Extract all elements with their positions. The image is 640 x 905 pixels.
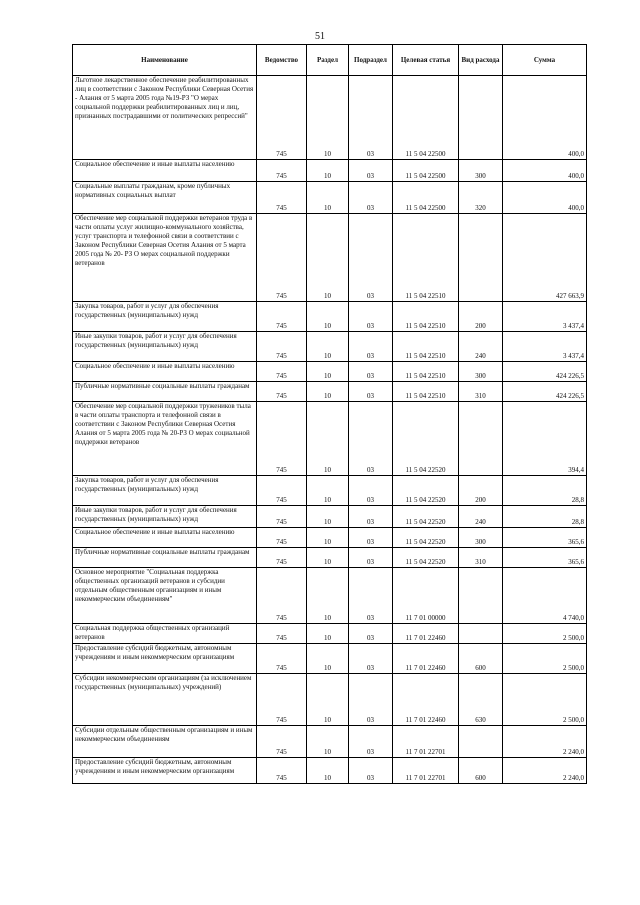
cell-target: 11 5 04 22510 (393, 362, 459, 382)
table-row (73, 382, 587, 402)
cell-vid: 600 (459, 644, 503, 674)
cell-podrazdel: 03 (349, 568, 393, 624)
cell-summa: 2 240,0 (503, 758, 587, 784)
header-summa: Сумма (503, 45, 587, 76)
cell-podrazdel: 03 (349, 624, 393, 644)
header-target: Целевая статья (393, 45, 459, 76)
cell-summa: 28,8 (503, 476, 587, 506)
cell-summa: 394,4 (503, 402, 587, 476)
cell-vid: 630 (459, 674, 503, 726)
cell-target: 11 7 01 22701 (393, 758, 459, 784)
cell-vedomstvo: 745 (257, 506, 307, 528)
cell-vedomstvo: 745 (257, 568, 307, 624)
cell-name: Социальное обеспечение и иные выплаты населению (73, 362, 257, 382)
table-row (73, 302, 587, 332)
cell-summa: 365,6 (503, 548, 587, 568)
cell-vedomstvo: 745 (257, 644, 307, 674)
cell-target: 11 7 01 22460 (393, 624, 459, 644)
cell-razdel: 10 (307, 182, 349, 214)
table-row (73, 624, 587, 644)
cell-vid: 240 (459, 332, 503, 362)
cell-vedomstvo: 745 (257, 476, 307, 506)
cell-name: Льготное лекарственное обеспечение реабилитированных лиц в соответствии с Законом Республики Северная Осетия - Алания от 5 марта 2005 года №19-РЗ "О мерах социальной поддержки реабилитированных лиц и лиц, признанных пострадавшими от политических репрессий" (73, 76, 257, 160)
cell-target: 11 7 01 22701 (393, 726, 459, 758)
cell-target: 11 5 04 22510 (393, 332, 459, 362)
cell-target: 11 5 04 22500 (393, 182, 459, 214)
cell-vedomstvo: 745 (257, 182, 307, 214)
table-row (73, 332, 587, 362)
cell-razdel: 10 (307, 568, 349, 624)
cell-vedomstvo: 745 (257, 548, 307, 568)
cell-summa: 3 437,4 (503, 332, 587, 362)
cell-podrazdel: 03 (349, 214, 393, 302)
cell-razdel: 10 (307, 506, 349, 528)
table-row (73, 758, 587, 784)
cell-vedomstvo: 745 (257, 758, 307, 784)
cell-name: Предоставление субсидий бюджетным, автономным учреждениям и иным некоммерческим организациям (73, 758, 257, 784)
cell-vid (459, 624, 503, 644)
cell-vid: 320 (459, 182, 503, 214)
cell-target: 11 5 04 22520 (393, 528, 459, 548)
cell-vedomstvo: 745 (257, 402, 307, 476)
cell-summa: 2 500,0 (503, 674, 587, 726)
cell-vedomstvo: 745 (257, 332, 307, 362)
table-row (73, 402, 587, 476)
cell-summa: 400,0 (503, 160, 587, 182)
table-row (73, 548, 587, 568)
cell-razdel: 10 (307, 674, 349, 726)
header-razdel: Раздел (307, 45, 349, 76)
table-row (73, 160, 587, 182)
cell-podrazdel: 03 (349, 476, 393, 506)
cell-podrazdel: 03 (349, 644, 393, 674)
cell-name: Обеспечение мер социальной поддержки ветеранов труда в части оплаты услуг жилищно-коммунального хозяйства, услуг транспорта и телефонной связи в соответствии с Законом Республики Северная Осетия Алания от 5 марта 2005 года № 20- РЗ О мерах социальной поддержки ветеранов (73, 214, 257, 302)
cell-target: 11 5 04 22510 (393, 214, 459, 302)
cell-razdel: 10 (307, 76, 349, 160)
cell-podrazdel: 03 (349, 528, 393, 548)
cell-name: Предоставление субсидий бюджетным, автономным учреждениям и иным некоммерческим организациям (73, 644, 257, 674)
cell-summa: 365,6 (503, 528, 587, 548)
cell-razdel: 10 (307, 476, 349, 506)
cell-razdel: 10 (307, 362, 349, 382)
page-number: 51 (315, 31, 325, 42)
cell-razdel: 10 (307, 644, 349, 674)
table-row (73, 674, 587, 726)
table-row (73, 528, 587, 548)
cell-vid (459, 568, 503, 624)
cell-vid: 300 (459, 362, 503, 382)
cell-vid: 600 (459, 758, 503, 784)
cell-vid (459, 76, 503, 160)
cell-podrazdel: 03 (349, 302, 393, 332)
cell-target: 11 7 01 00000 (393, 568, 459, 624)
cell-podrazdel: 03 (349, 382, 393, 402)
cell-razdel: 10 (307, 332, 349, 362)
cell-name: Социальное обеспечение и иные выплаты населению (73, 160, 257, 182)
cell-name: Обеспечение мер социальной поддержки тружеников тыла в части оплаты транспорта и телефонной связи в соответствии с Законом Республики Северная Осетия Алания от 5 марта 2005 года № 20-РЗ О мерах социальной поддержки ветеранов (73, 402, 257, 476)
cell-summa: 4 740,0 (503, 568, 587, 624)
cell-name: Публичные нормативные социальные выплаты гражданам (73, 548, 257, 568)
header-vid: Вид расхода (459, 45, 503, 76)
cell-target: 11 7 01 22460 (393, 674, 459, 726)
cell-target: 11 7 01 22460 (393, 644, 459, 674)
cell-razdel: 10 (307, 302, 349, 332)
cell-vedomstvo: 745 (257, 674, 307, 726)
cell-summa: 400,0 (503, 76, 587, 160)
cell-razdel: 10 (307, 758, 349, 784)
cell-summa: 424 226,5 (503, 382, 587, 402)
cell-target: 11 5 04 22520 (393, 506, 459, 528)
cell-vid: 200 (459, 302, 503, 332)
cell-vedomstvo: 745 (257, 528, 307, 548)
cell-name: Иные закупки товаров, работ и услуг для обеспечения государственных (муниципальных) нужд (73, 506, 257, 528)
cell-razdel: 10 (307, 726, 349, 758)
cell-name: Социальные выплаты гражданам, кроме публичных нормативных социальных выплат (73, 182, 257, 214)
table-row (73, 76, 587, 160)
cell-summa: 2 240,0 (503, 726, 587, 758)
cell-target: 11 5 04 22510 (393, 382, 459, 402)
cell-vedomstvo: 745 (257, 302, 307, 332)
cell-vid: 300 (459, 528, 503, 548)
cell-razdel: 10 (307, 214, 349, 302)
cell-vid (459, 214, 503, 302)
cell-name: Основное мероприятие "Социальная поддержка общественных организаций ветеранов и субсидии отдельным общественным организациям и иным некоммерческим объединениям" (73, 568, 257, 624)
cell-name: Социальная поддержка общественных организаций ветеранов (73, 624, 257, 644)
cell-target: 11 5 04 22500 (393, 160, 459, 182)
cell-podrazdel: 03 (349, 332, 393, 362)
cell-razdel: 10 (307, 548, 349, 568)
table-row (73, 568, 587, 624)
header-name: Наименование (73, 45, 257, 76)
cell-vedomstvo: 745 (257, 726, 307, 758)
cell-podrazdel: 03 (349, 76, 393, 160)
cell-podrazdel: 03 (349, 758, 393, 784)
table-row (73, 726, 587, 758)
cell-name: Иные закупки товаров, работ и услуг для обеспечения государственных (муниципальных) нужд (73, 332, 257, 362)
cell-podrazdel: 03 (349, 160, 393, 182)
table-row (73, 644, 587, 674)
cell-target: 11 5 04 22520 (393, 548, 459, 568)
cell-vedomstvo: 745 (257, 382, 307, 402)
table-row (73, 506, 587, 528)
cell-vid: 240 (459, 506, 503, 528)
cell-vid (459, 402, 503, 476)
cell-razdel: 10 (307, 624, 349, 644)
cell-summa: 28,8 (503, 506, 587, 528)
cell-name: Субсидии некоммерческим организациям (за исключением государственных (муниципальных) учреждений) (73, 674, 257, 726)
cell-name: Социальное обеспечение и иные выплаты населению (73, 528, 257, 548)
cell-target: 11 5 04 22520 (393, 476, 459, 506)
cell-razdel: 10 (307, 402, 349, 476)
cell-vid (459, 726, 503, 758)
cell-vid: 310 (459, 548, 503, 568)
cell-name: Субсидии отдельным общественным организациям и иным некоммерческим объединениям (73, 726, 257, 758)
cell-target: 11 5 04 22510 (393, 302, 459, 332)
cell-summa: 400,0 (503, 182, 587, 214)
table-header-row (73, 45, 587, 76)
cell-podrazdel: 03 (349, 726, 393, 758)
header-podrazdel: Подраздел (349, 45, 393, 76)
cell-vedomstvo: 745 (257, 362, 307, 382)
cell-razdel: 10 (307, 528, 349, 548)
cell-summa: 424 226,5 (503, 362, 587, 382)
table-row (73, 182, 587, 214)
cell-vid: 200 (459, 476, 503, 506)
cell-target: 11 5 04 22500 (393, 76, 459, 160)
cell-podrazdel: 03 (349, 674, 393, 726)
cell-podrazdel: 03 (349, 362, 393, 382)
cell-summa: 2 500,0 (503, 624, 587, 644)
cell-vedomstvo: 745 (257, 624, 307, 644)
cell-podrazdel: 03 (349, 506, 393, 528)
cell-target: 11 5 04 22520 (393, 402, 459, 476)
table-row (73, 214, 587, 302)
table-row (73, 362, 587, 382)
cell-summa: 2 500,0 (503, 644, 587, 674)
cell-podrazdel: 03 (349, 548, 393, 568)
budget-table (72, 44, 587, 784)
cell-vedomstvo: 745 (257, 214, 307, 302)
cell-name: Публичные нормативные социальные выплаты гражданам (73, 382, 257, 402)
cell-summa: 427 663,9 (503, 214, 587, 302)
cell-podrazdel: 03 (349, 182, 393, 214)
cell-vedomstvo: 745 (257, 160, 307, 182)
header-vedomstvo: Ведомство (257, 45, 307, 76)
cell-name: Закупка товаров, работ и услуг для обеспечения государственных (муниципальных) нужд (73, 476, 257, 506)
cell-name: Закупка товаров, работ и услуг для обеспечения государственных (муниципальных) нужд (73, 302, 257, 332)
cell-summa: 3 437,4 (503, 302, 587, 332)
cell-podrazdel: 03 (349, 402, 393, 476)
table-row (73, 476, 587, 506)
cell-vid: 310 (459, 382, 503, 402)
cell-vedomstvo: 745 (257, 76, 307, 160)
cell-vid: 300 (459, 160, 503, 182)
cell-razdel: 10 (307, 160, 349, 182)
cell-razdel: 10 (307, 382, 349, 402)
